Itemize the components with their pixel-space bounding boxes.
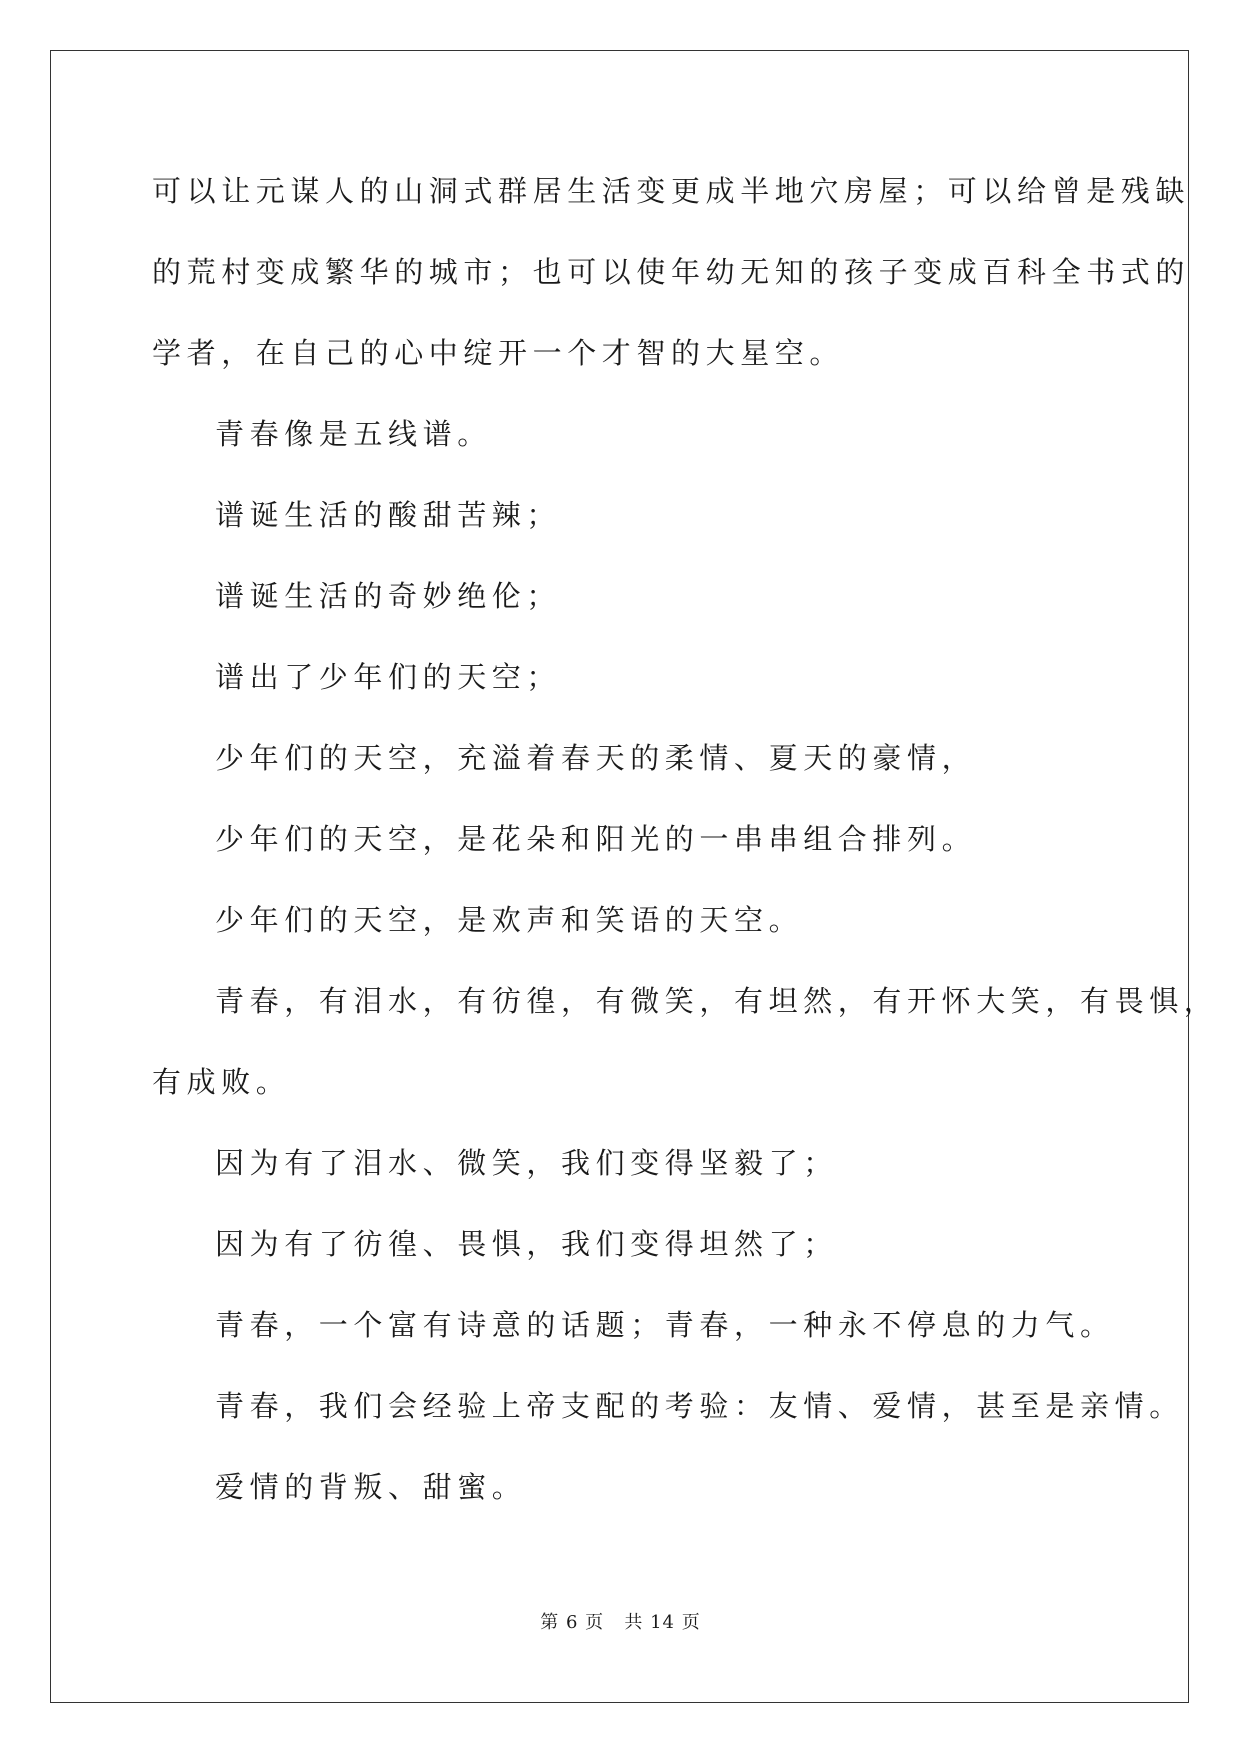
text-line-10: 少年们的天空，是欢声和笑语的天空。 <box>215 903 804 937</box>
text-line-15: 青春，一个富有诗意的话题；青春，一种永不停息的力气。 <box>215 1308 1115 1342</box>
text-line-14: 因为有了彷徨、畏惧，我们变得坦然了； <box>215 1227 838 1261</box>
text-line-7: 谱出了少年们的天空； <box>215 660 562 694</box>
text-line-4: 青春像是五线谱。 <box>215 417 492 451</box>
text-line-9: 少年们的天空，是花朵和阳光的一串串组合排列。 <box>215 822 977 856</box>
text-line-6: 谱诞生活的奇妙绝伦； <box>215 579 562 613</box>
text-line-2: 的荒村变成繁华的城市；也可以使年幼无知的孩子变成百科全书式的 <box>152 255 1191 289</box>
text-line-13: 因为有了泪水、微笑，我们变得坚毅了； <box>215 1146 838 1180</box>
text-line-1: 可以让元谋人的山洞式群居生活变更成半地穴房屋；可以给曾是残缺 <box>152 174 1191 208</box>
document-body <box>152 162 1219 1539</box>
text-line-12: 有成败。 <box>152 1065 291 1099</box>
text-line-17: 爱情的背叛、甜蜜。 <box>215 1470 527 1504</box>
text-line-3: 学者，在自己的心中绽开一个才智的大星空。 <box>152 336 845 370</box>
text-line-11: 青春，有泪水，有彷徨，有微笑，有坦然，有开怀大笑，有畏惧， <box>215 984 1219 1018</box>
text-line-16: 青春，我们会经验上帝支配的考验：友情、爱情，甚至是亲情。 <box>215 1389 1184 1423</box>
page-number-footer: 第 6 页 共 14 页 <box>540 1612 701 1633</box>
text-line-5: 谱诞生活的酸甜苦辣； <box>215 498 562 532</box>
text-line-8: 少年们的天空，充溢着春天的柔情、夏天的豪情， <box>215 741 977 775</box>
